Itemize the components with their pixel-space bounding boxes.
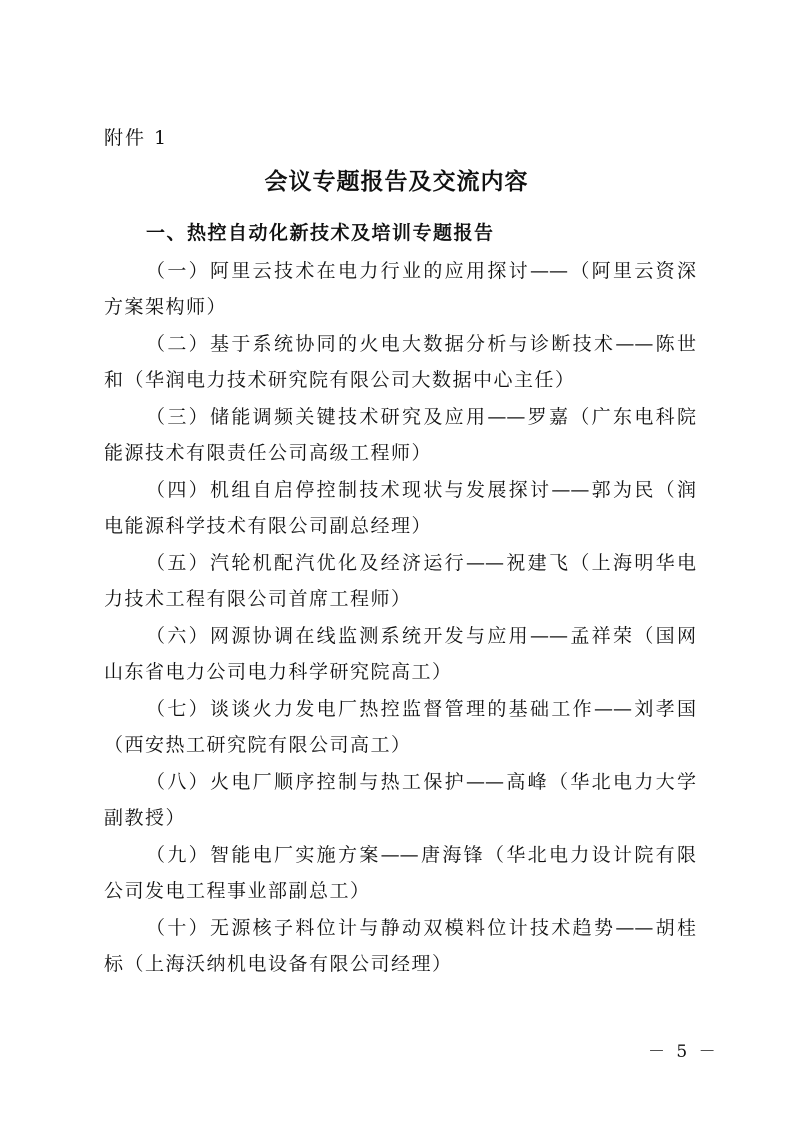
report-item-line1: （七）谈谈火力发电厂热控监督管理的基础工作——刘孝国 xyxy=(146,698,696,720)
report-item-line1: （一）阿里云技术在电力行业的应用探讨——（阿里云资深 xyxy=(146,260,696,282)
report-item-line1: （二）基于系统协同的火电大数据分析与诊断技术——陈世 xyxy=(146,333,696,355)
report-item-line2: 山东省电力公司电力科学研究院高工） xyxy=(104,661,453,683)
report-item-line1: （四）机组自启停控制技术现状与发展探讨——郭为民（润 xyxy=(146,479,696,501)
report-item xyxy=(104,910,696,983)
report-item-line2: 标（上海沃纳机电设备有限公司经理） xyxy=(104,953,453,975)
report-item xyxy=(104,545,696,618)
report-item-line1: （十）无源核子料位计与静动双模料位计技术趋势——胡桂 xyxy=(146,917,696,939)
report-item-line2: 力技术工程有限公司首席工程师） xyxy=(104,588,412,610)
report-item-line2: 公司发电工程事业部副总工） xyxy=(104,880,371,902)
report-item xyxy=(104,399,696,472)
report-list xyxy=(104,253,696,983)
report-item xyxy=(104,618,696,691)
report-item-line2: 和（华润电力技术研究院有限公司大数据中心主任） xyxy=(104,369,576,391)
report-item xyxy=(104,253,696,326)
report-item-line1: （八）火电厂顺序控制与热工保护——高峰（华北电力大学 xyxy=(146,771,696,793)
report-item-line2: 能源技术有限责任公司高级工程师） xyxy=(104,442,433,464)
report-item xyxy=(104,326,696,399)
section-heading: 一、热控自动化新技术及培训专题报告 xyxy=(146,222,495,244)
report-item xyxy=(104,837,696,910)
report-item-line2: 电能源科学技术有限公司副总经理） xyxy=(104,515,433,537)
report-item xyxy=(104,472,696,545)
report-item-line1: （九）智能电厂实施方案——唐海锋（华北电力设计院有限 xyxy=(146,844,696,866)
report-item xyxy=(104,764,696,837)
report-item-line1: （三）储能调频关键技术研究及应用——罗嘉（广东电科院 xyxy=(146,406,696,428)
report-item-line2: （西安热工研究院有限公司高工） xyxy=(104,734,412,756)
report-item-line1: （五）汽轮机配汽优化及经济运行——祝建飞（上海明华电 xyxy=(146,552,696,574)
report-item-line2: 副教授） xyxy=(104,807,187,829)
attachment-label: 附件 1 xyxy=(104,127,169,149)
document-title: 会议专题报告及交流内容 xyxy=(264,168,529,195)
report-item-line1: （六）网源协调在线监测系统开发与应用——孟祥荣（国网 xyxy=(146,625,696,647)
page-number: － 5 － xyxy=(648,1042,719,1062)
report-item xyxy=(104,691,696,764)
report-item-line2: 方案架构师） xyxy=(104,296,228,318)
